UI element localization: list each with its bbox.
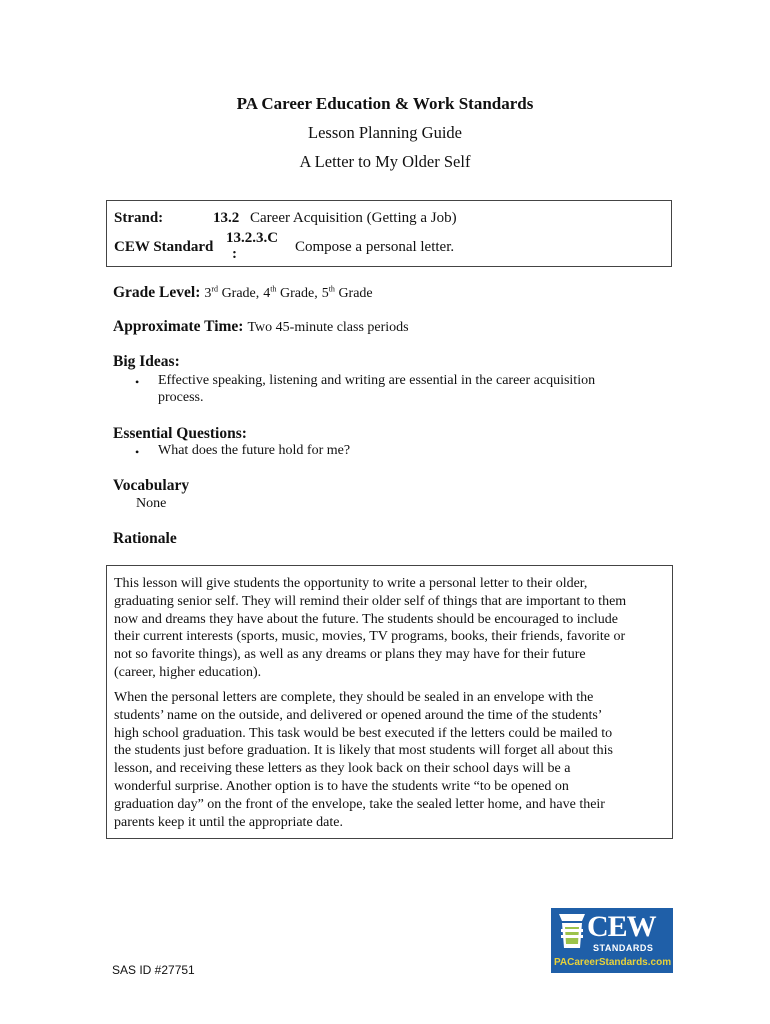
text-line: high school graduation. This task would be best executed if the letters could be mailed to	[114, 725, 613, 741]
document-subtitle: Lesson Planning Guide	[308, 123, 462, 142]
strand-code: 13.2	[213, 210, 240, 226]
grade-level-label: Grade Level:	[113, 284, 201, 301]
text-line: This lesson will give students the opportunity to write a personal letter to their older,	[114, 576, 588, 591]
logo-subtitle: STANDARDS	[593, 943, 654, 953]
cew-code-colon: :	[232, 246, 237, 262]
rationale-paragraph-1	[114, 575, 666, 682]
big-idea-line-1: Effective speaking, listening and writing are essential in the career acquisition	[158, 373, 596, 388]
text-line: not so favorite things), as well as any dreams or plans they may have for their future	[114, 647, 586, 663]
text-line: When the personal letters are complete, they should be sealed in an envelope with the	[114, 690, 594, 705]
approximate-time-label: Approximate Time:	[113, 318, 244, 335]
vocabulary-value: None	[136, 496, 167, 511]
approximate-time	[113, 318, 409, 336]
cew-standard-label: CEW Standard	[114, 239, 214, 255]
text-line: their current interests (sports, music, movies, TV programs, books, their friends, favorite or	[114, 629, 626, 645]
vocabulary-heading: Vocabulary	[113, 477, 190, 494]
text-line: the students just before graduation. It is likely that most students will forget all about this	[114, 743, 614, 759]
grade-5: 5th Grade	[321, 284, 373, 301]
grade-3: 3rd Grade,	[204, 284, 260, 301]
logo-title: CEW	[587, 910, 656, 943]
grade-4: 4th Grade,	[263, 284, 318, 301]
text-line: parents keep it until the appropriate date.	[114, 814, 343, 830]
text-line: graduating senior self. They will remind their older self of things that are important to them	[114, 593, 627, 609]
cew-standards-logo	[551, 908, 673, 973]
approximate-time-value: Two 45-minute class periods	[247, 320, 409, 335]
bullet-icon: •	[135, 445, 140, 459]
cew-code: 13.2.3.C	[226, 230, 279, 246]
lesson-title: A Letter to My Older Self	[299, 152, 471, 171]
grade-level	[113, 284, 373, 302]
sas-id: SAS ID #27751	[112, 963, 195, 977]
rationale-paragraph-2	[114, 689, 666, 831]
rationale-heading: Rationale	[113, 530, 177, 547]
document-title: PA Career Education & Work Standards	[236, 94, 534, 113]
text-line: students’ name on the outside, and delivered or opened around the time of the students’	[114, 707, 603, 723]
bullet-icon: •	[135, 375, 140, 389]
text-line: graduation day” on the front of the envelope, take the sealed letter home, and have their	[114, 796, 605, 812]
strand-label: Strand:	[114, 210, 164, 226]
text-line: wonderful surprise. Another option is to have the students write “to be opened on	[114, 778, 569, 794]
rationale-box	[106, 565, 673, 839]
logo-url: PACareerStandards.com	[554, 957, 672, 968]
strand-text: Career Acquisition (Getting a Job)	[250, 210, 457, 226]
big-idea-line-2: process.	[158, 390, 204, 405]
big-ideas-heading: Big Ideas:	[113, 353, 180, 370]
essential-questions-heading: Essential Questions:	[113, 425, 247, 442]
cew-text: Compose a personal letter.	[295, 239, 455, 255]
text-line: now and dreams they have about the future. The students should be encouraged to include	[114, 611, 618, 627]
text-line: (career, higher education).	[114, 664, 262, 680]
essential-question-item: What does the future hold for me?	[158, 443, 351, 458]
text-line: lesson, and receiving these letters as they look back on their school days will be a	[114, 761, 571, 777]
standards-box	[106, 200, 672, 267]
